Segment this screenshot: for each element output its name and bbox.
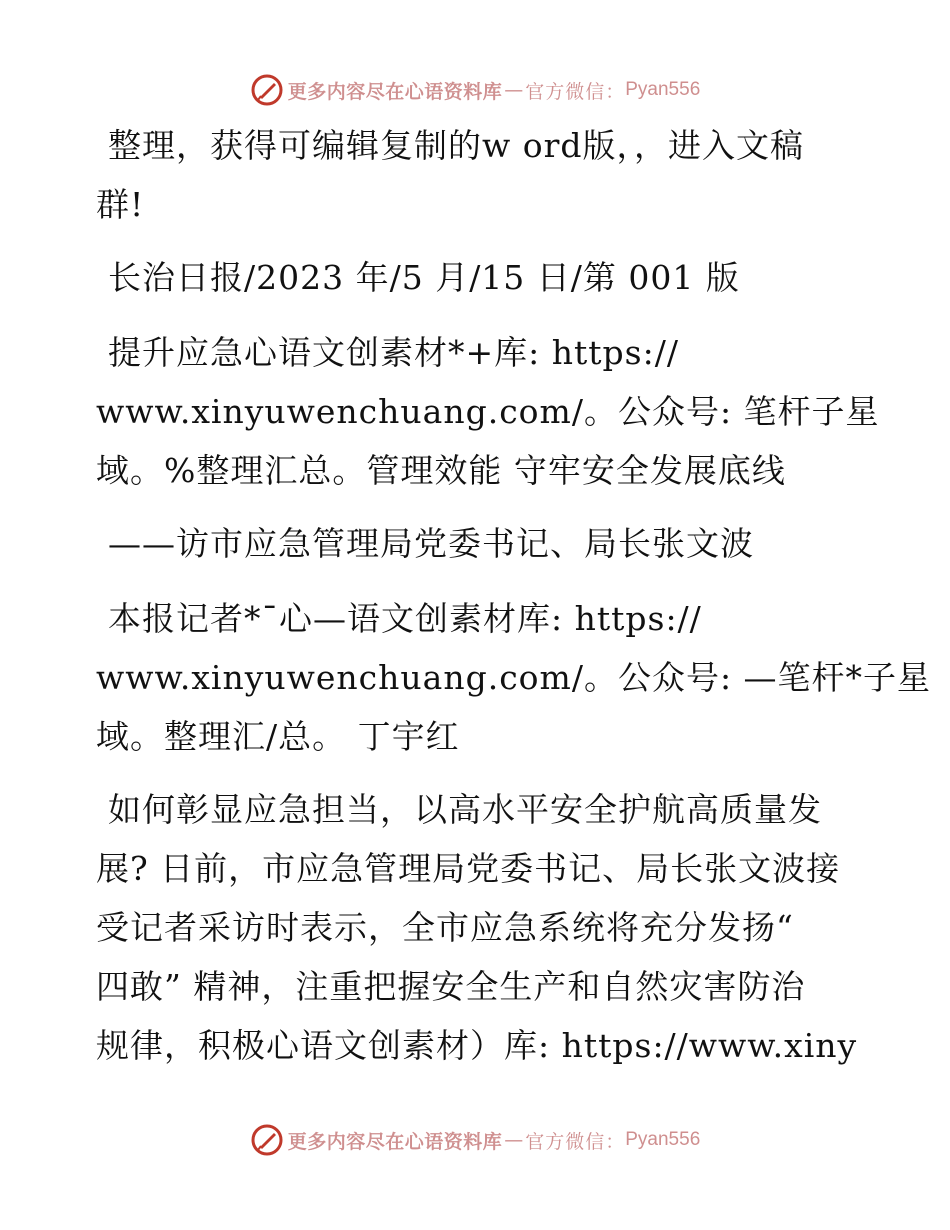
body-line: www.xinyuwenchuang.com/。公众号: 笔杆子星 xyxy=(96,392,880,431)
watermark-dash: — xyxy=(504,79,524,101)
body-line: 群! xyxy=(96,185,145,224)
watermark-official-label: 官方微信： xyxy=(525,1130,626,1153)
byline: 本报记者*¯心—语文创素材库: https:// xyxy=(108,599,702,638)
body-line: 提升应急心语文创素材*+库: https:// xyxy=(108,333,679,372)
article-subtitle: ——访市应急管理局党委书记、局长张文波 xyxy=(108,524,754,563)
article-title: 域。%整理汇总。管理效能 守牢安全发展底线 xyxy=(96,451,786,490)
paragraph-line: 如何彰显应急担当，以高水平安全护航高质量发 xyxy=(108,790,822,829)
watermark-wechat-id: Pyan556 xyxy=(625,1129,701,1150)
header-watermark xyxy=(0,70,950,110)
paragraph-line: 四敢” 精神，注重把握安全生产和自然灾害防治 xyxy=(96,967,806,1006)
watermark-brand-text: 更多内容尽在心语资料库 xyxy=(287,1130,503,1153)
quill-logo-icon xyxy=(250,73,284,107)
footer-watermark xyxy=(0,1120,950,1160)
quill-logo-icon xyxy=(250,1123,284,1157)
body-line: www.xinyuwenchuang.com/。公众号: —笔杆*子星 xyxy=(96,658,932,697)
watermark-official-label: 官方微信： xyxy=(525,80,626,103)
body-line: 域。整理汇/总。 丁宇红 xyxy=(96,717,460,756)
publication-info: 长治日报/2023 年/5 月/15 日/第 001 版 xyxy=(108,258,740,297)
paragraph-line: 展? 日前，市应急管理局党委书记、局长张文波接 xyxy=(96,849,841,888)
watermark-wechat-id: Pyan556 xyxy=(625,79,701,100)
paragraph-line: 受记者采访时表示，全市应急系统将充分发扬“ xyxy=(96,908,794,947)
watermark-brand-text: 更多内容尽在心语资料库 xyxy=(287,80,503,103)
body-line: 整理，获得可编辑复制的w ord版，，进入文稿 xyxy=(108,126,805,165)
watermark-dash: — xyxy=(504,1129,524,1151)
paragraph-line: 规律，积极心语文创素材）库: https://www.xiny xyxy=(96,1026,858,1065)
